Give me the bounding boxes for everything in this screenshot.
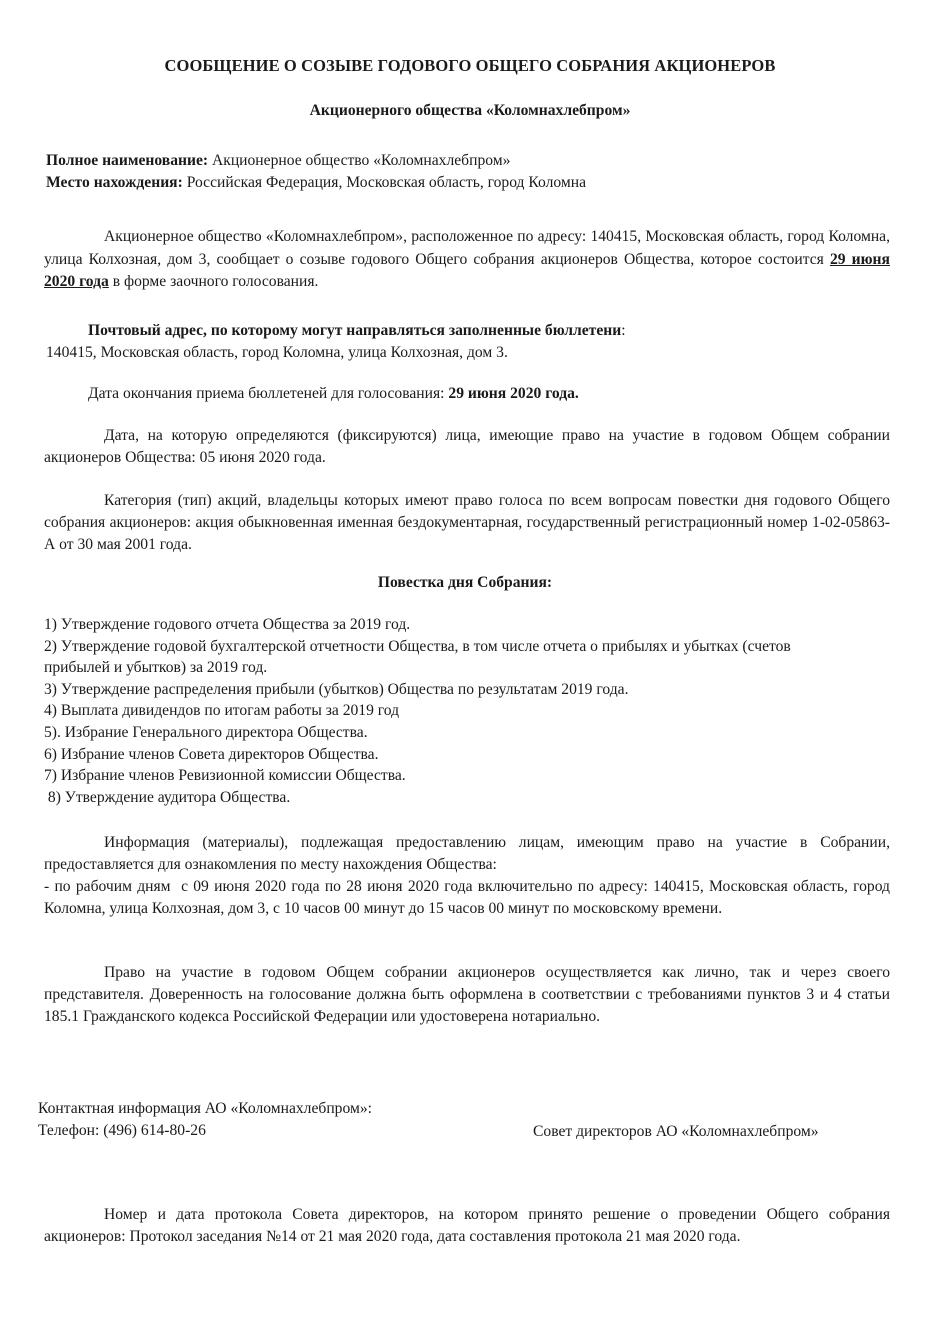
board-signature: Совет директоров АО «Коломнахлебпром» [533,1123,819,1140]
location-line [46,172,586,194]
record-date-paragraph: Дата, на которую определяются (фиксируются) лица, имеющие право на участие в годовом Общем собрании акционеров Общества: 05 июня 2020 года. [44,427,890,466]
contact-block [38,1098,372,1142]
protocol-paragraph: Номер и дата протокола Совета директоров, на котором принято решение о проведении Общего собрания акционеров: Протокол заседания №14 от 21 мая 2020 года, дата составления протокола 21 мая 2020 года. [44,1206,890,1245]
contact-heading: Контактная информация АО «Коломнахлебпром»: [38,1100,372,1117]
proxy-paragraph: Право на участие в годовом Общем собрании акционеров осуществляется как лично, так и через своего представителя. Доверенность на голосование должна быть оформлена в соответствии с требованиями пунктов 3 и 4 статьи 185.1 Гражданского кодекса Российской Федерации или удостоверена нотариально. [44,964,890,1025]
postal-colon: : [621,322,626,339]
intro-text: Акционерное общество «Коломнахлебпром», расположенное по адресу: 140415, Московская область, город Коломна, улица Колхозная, дом 3, сообщает о созыве годового Общего собрания акционеров Общества, которое состоится [44,228,890,268]
location-value: Российская Федерация, Московская область, город Коломна [182,174,587,191]
agenda-item: 2) Утверждение годовой бухгалтерской отчетности Общества, в том числе отчета о прибылях и убытках (счетов прибылей и убытков) за 2019 год. [44,637,791,677]
agenda-title: Повестка дня Собрания: [377,574,553,591]
agenda-item: 3) Утверждение распределения прибыли (убытков) Общества по результатам 2019 года. [44,680,629,698]
company-subtitle: Акционерного общества «Коломнахлебпром» [309,102,631,119]
share-category-paragraph: Категория (тип) акций, владельцы которых имеют право голоса по всем вопросам повестки дня годового Общего собрания акционеров: акция обыкновенная именная бездокументарная, государственный регистрационный номер 1-02-05863-А от 30 мая 2001 года. [44,492,890,553]
materials-details: - по рабочим дням с 09 июня 2020 года по 28 июня 2020 года включительно по адресу: 140415, Московская область, город Коломна, улица Колхозная, дом 3, с 10 часов 00 минут до 15 часов 00 минут по московскому времени. [44,878,894,917]
agenda-item: 5). Избрание Генерального директора Общества. [44,723,368,741]
agenda-item: 8) Утверждение аудитора Общества. [44,788,291,806]
ballot-deadline-text: Дата окончания приема бюллетеней для голосования: [88,385,449,402]
ballot-deadline-date: 29 июня 2020 года. [448,385,579,402]
agenda-item: 1) Утверждение годового отчета Общества за 2019 год. [44,616,411,633]
postal-label: Почтовый адрес, по которому могут направляться заполненные бюллетени [88,322,622,339]
agenda-item: 7) Избрание членов Ревизионной комиссии Общества. [44,767,406,785]
full-name-value: Акционерное общество «Коломнахлебпром» [208,152,511,169]
location-label: Место нахождения: [46,174,183,191]
intro-tail: в форме заочного голосования. [108,273,319,290]
contact-phone: Телефон: (496) 614-80-26 [38,1122,206,1139]
intro-paragraph [44,226,890,294]
materials-intro: Информация (материалы), подлежащая предоставлению лицам, имеющим право на участие в Собрании, предоставляется для ознакомления по месту нахождения Общества: [44,834,890,873]
full-name-line [46,150,510,172]
full-name-label: Полное наименование: [46,152,209,169]
postal-label-line [88,320,626,342]
agenda-item: 4) Выплата дивидендов по итогам работы за 2019 год [44,702,400,720]
document-title: СООБЩЕНИЕ О СОЗЫВЕ ГОДОВОГО ОБЩЕГО СОБРАНИЯ АКЦИОНЕРОВ [164,56,776,75]
agenda-list [44,614,844,808]
ballot-deadline [88,383,579,405]
agenda-item: 6) Избрание членов Совета директоров Общества. [44,745,379,763]
meeting-date: 29 июня 2020 года [44,250,890,290]
postal-address: 140415, Московская область, город Коломна, улица Колхозная, дом 3. [46,344,508,361]
